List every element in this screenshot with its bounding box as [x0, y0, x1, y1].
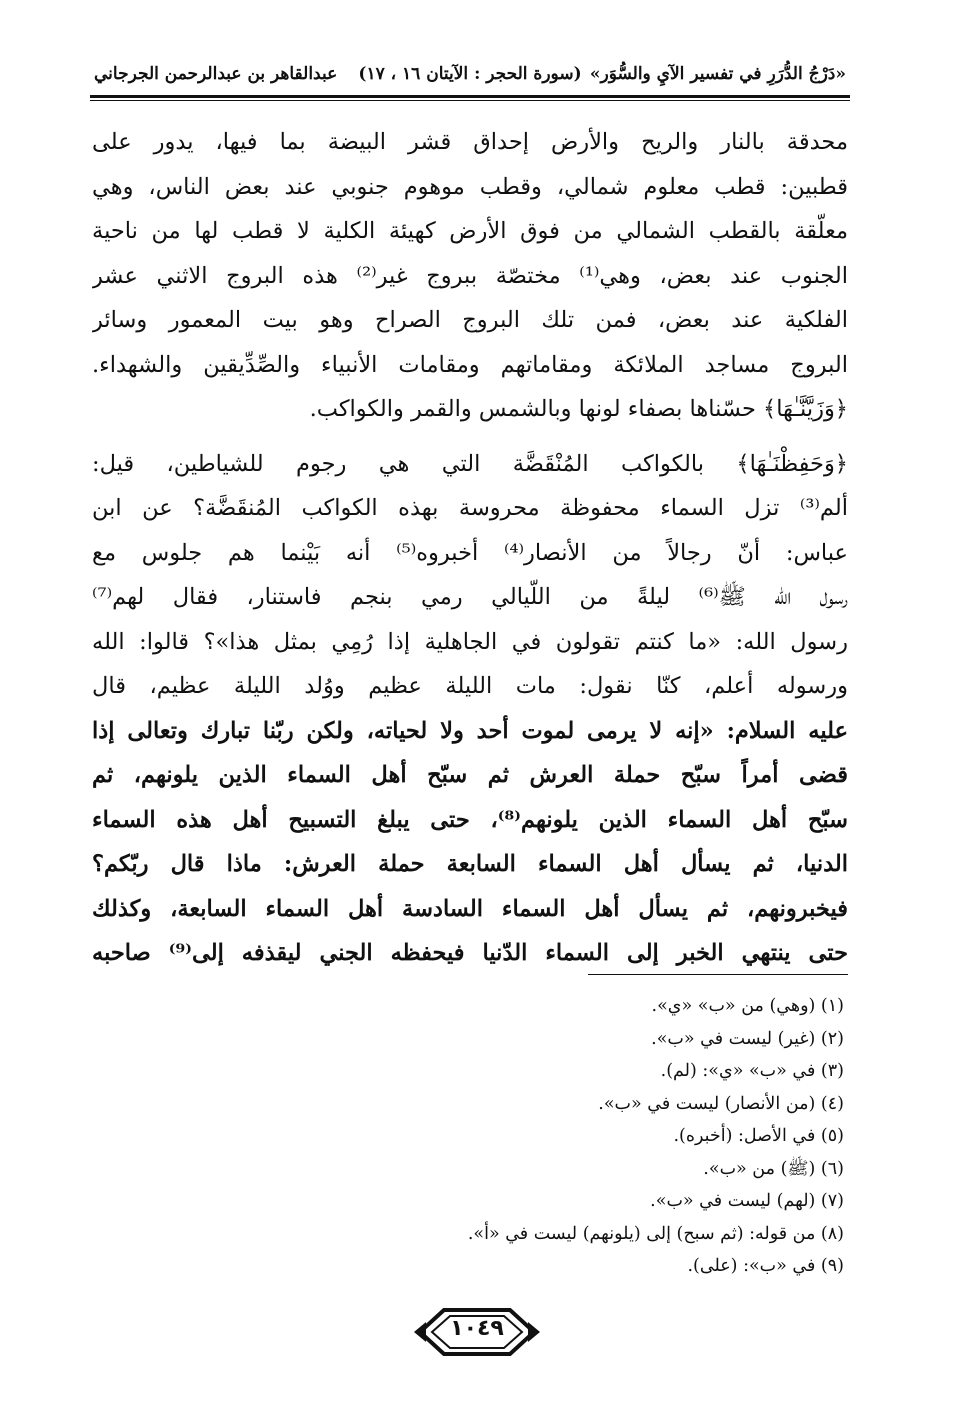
footnote: (٦) (ﷺ) من «ب».	[703, 1158, 844, 1179]
footnotes	[224, 990, 844, 1283]
text-line: الفلكية عند بعض، فمن تلك البروج الصراح وهو بيت المعمور وسائر	[92, 307, 848, 333]
text-line: ورسوله أعلم، كنّا نقول: مات الليلة عظيم ووُلد الليلة عظيم، قال	[92, 673, 848, 699]
running-header	[90, 58, 850, 94]
text-line-hadith: سبّح أهل السماء الذين يلونهم⁽⁸⁾، حتى يبلغ التسبيح أهل هذه السماء	[92, 806, 848, 833]
text-line: عباس: أنّ رجالاً من الأنصار⁽⁴⁾ أخبروه⁽⁵⁾ أنه بَيْنما هم جلوس مع	[92, 539, 848, 566]
text-line-hadith: قضى أمراً سبّح حملة العرش ثم سبّح أهل السماء الذين يلونهم، ثم	[92, 762, 848, 788]
text-line: ألم⁽³⁾ تزل السماء محفوظة محروسة بهذه الكواكب المُنقَضَّة؟ عن ابن	[92, 495, 848, 521]
footnote-separator	[588, 974, 848, 975]
footnote: (٣) في «ب» «ي»: (لم).	[660, 1061, 844, 1081]
footnote: (١) (وهي) من «ب» «ي».	[651, 996, 844, 1016]
footnote: (٧) (لهم) ليست في «ب».	[650, 1191, 844, 1211]
text-line: البروج مساجد الملائكة ومقاماتهم ومقامات الأنبياء والصِّدِّيقين والشهداء.	[92, 351, 848, 378]
text-line: قطبين: قطب معلوم شمالي، وقطب موهوم جنوبي عند بعض الناس، وهي	[92, 173, 848, 200]
book-title: «دَرْجُ الدُّرَرِ في تفسير الآيِ والسُّوَر»	[589, 64, 846, 84]
footnote: (٢) (غير) ليست في «ب».	[651, 1028, 844, 1049]
text-line: رسول الله: «ما كنتم تقولون في الجاهلية إذا رُمِي بمثل هذا»؟ قالوا: الله	[92, 628, 848, 655]
footnote: (٥) في الأصل: (أخبره).	[673, 1126, 844, 1146]
footnote: (٨) من قوله: (ثم سبح) إلى (يلونهم) ليست في «أ».	[467, 1223, 844, 1244]
text-line: معلّقة بالقطب الشمالي من فوق الأرض كهيئة الكلية لا قطب لها من ناحية	[92, 218, 848, 244]
text-line: محدقة بالنار والريح والأرض إحداق قشر البيضة بما فيها، يدور على	[92, 129, 848, 155]
text-line: رسول الله ﷺ⁽⁶⁾ ليلةً من اللّيالي رمي بنجم فاستنار، فقال لهم⁽⁷⁾	[92, 584, 848, 610]
author-name: عبدالقاهر بن عبدالرحمن الجرجاني	[94, 64, 338, 84]
text-line-hadith: فيخبرونهم، ثم يسأل أهل السماء السادسة أهل السماء السابعة، وكذلك	[92, 895, 848, 922]
page-number-ornament	[412, 1302, 542, 1362]
text-line: ﴿وَحَفِظْنَـٰهَا﴾ بالكواكب المُنْقَضَّة التي هي رجوم للشياطين، قيل:	[92, 450, 848, 477]
text-line-hadith: عليه السلام: «إنه لا يرمى لموت أحد ولا لحياته، ولكن ربّنا تبارك وتعالى إذا	[92, 717, 848, 744]
text-line: الجنوب عند بعض، وهي⁽¹⁾ مختصّة ببروج غير⁽²⁾ هذه البروج الاثني عشر	[92, 262, 848, 289]
header-rule	[90, 95, 850, 98]
surah-reference: (سورة الحجر : الآيتان ١٦ ، ١٧)	[358, 64, 582, 84]
text-line-hadith: الدنيا، ثم يسأل أهل السماء السابعة حملة العرش: ماذا قال ربّكم؟	[92, 851, 848, 877]
footnote: (٤) (من الأنصار) ليست في «ب».	[598, 1093, 844, 1114]
header-rule-thin	[90, 100, 850, 101]
text-line-hadith: حتى ينتهي الخبر إلى السماء الدّنيا فيحفظه الجني ليقذفه إلى⁽⁹⁾ صاحبه	[92, 940, 848, 966]
footnote: (٩) في «ب»: (على).	[687, 1256, 844, 1276]
text-line: ﴿وَزَيَّنَّـٰهَا﴾ حسّناها بصفاء لونها وبالشمس والقمر والكواكب.	[309, 396, 848, 422]
main-text	[92, 120, 848, 976]
page-number: ١٠٤٩	[450, 1316, 504, 1341]
